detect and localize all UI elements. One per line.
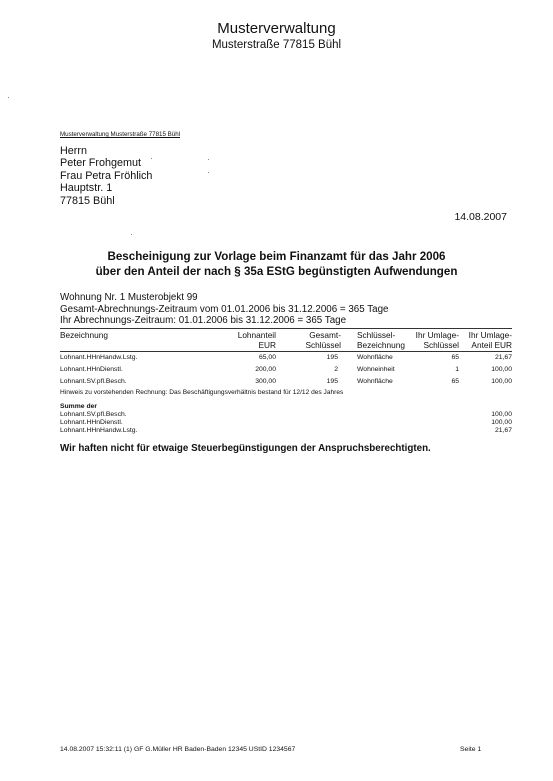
summary-value: 100,00: [491, 411, 512, 418]
document-title: [0, 250, 553, 279]
period-info: [60, 292, 389, 327]
org-name: Musterverwaltung: [217, 20, 336, 37]
title-line-1: Bescheinigung zur Vorlage beim Finanzamt für das Jahr 2006: [107, 250, 446, 263]
scan-speck: [208, 172, 209, 173]
recipient-street: Hauptstr. 1: [60, 182, 113, 195]
table-header-rule: [60, 351, 512, 352]
col-header-schluessel: Schlüssel- Bezeichnung: [357, 330, 405, 350]
table-top-rule: [60, 328, 512, 329]
summary-value: 21,67: [494, 427, 512, 434]
row-umlage-schluessel: 1: [455, 366, 459, 373]
col-header-lohnanteil: Lohnanteil EUR: [237, 330, 276, 350]
employment-note: Hinweis zu vorstehenden Rechnung: Das Beschäftigungsverhältnis bestand für 12/12 des Jahres: [60, 389, 344, 396]
row-schluessel: Wohneinheit: [357, 366, 395, 373]
summary-label: Lohnant.SV.pfl.Besch.: [60, 411, 127, 418]
summary-title: Summe der: [60, 403, 98, 410]
recipient-name-1: Peter Frohgemut: [60, 157, 142, 170]
row-umlage-anteil: 21,67: [494, 354, 512, 361]
scan-speck: [151, 158, 152, 159]
sender-line: Musterverwaltung Musterstraße 77815 Bühl: [60, 131, 181, 138]
row-gesamt: 2: [334, 366, 338, 373]
title-line-2: über den Anteil der nach § 35a EStG begünstigten Aufwendungen: [95, 264, 458, 278]
row-umlage-schluessel: 65: [451, 354, 459, 361]
summary-label: Lohnant.HHnHandw.Lstg.: [60, 427, 138, 434]
recipient-name-2: Frau Petra Fröhlich: [60, 169, 153, 182]
scan-speck: [131, 234, 132, 235]
page-number: Seite 1: [460, 746, 482, 753]
summary-value: 100,00: [491, 419, 512, 426]
row-umlage-anteil: 100,00: [491, 378, 512, 385]
col-header-umlage-anteil: Ihr Umlage- Anteil EUR: [468, 330, 512, 350]
row-lohnanteil: 200,00: [255, 366, 276, 373]
summary-label: Lohnant.HHnDienstl.: [60, 419, 123, 426]
table-row: Lohnant.HHnHandw.Lstg.: [60, 354, 138, 361]
row-umlage-anteil: 100,00: [491, 366, 512, 373]
row-schluessel: Wohnfläche: [357, 378, 393, 385]
row-lohnanteil: 300,00: [255, 378, 276, 385]
row-schluessel: Wohnfläche: [357, 354, 393, 361]
total-period: Gesamt-Abrechnungs-Zeitraum vom 01.01.2006 bis 31.12.2006 = 365 Tage: [60, 303, 389, 315]
own-period: Ihr Abrechnungs-Zeitraum: 01.01.2006 bis 31.12.2006 = 365 Tage: [60, 315, 347, 327]
document-date: 14.08.2007: [454, 211, 507, 223]
col-header-umlage-schluessel: Ihr Umlage- Schlüssel: [415, 330, 459, 350]
apartment-info: Wohnung Nr. 1 Musterobjekt 99: [60, 292, 198, 303]
row-lohnanteil: 65,00: [258, 354, 276, 361]
scan-speck: [208, 159, 209, 160]
scan-speck: [8, 97, 9, 98]
org-address: Musterstraße 77815 Bühl: [211, 39, 342, 51]
footer-info: 14.08.2007 15:32:11 (1) GF G.Müller HR Baden-Baden 12345 UStID 1234567: [60, 746, 296, 753]
col-header-gesamt: Gesamt- Schlüssel: [305, 330, 341, 350]
table-row: Lohnant.HHnDienstl.: [60, 366, 123, 373]
col-header-bezeichnung: Bezeichnung: [60, 330, 108, 340]
recipient-salutation: Herrn: [60, 145, 87, 157]
row-gesamt: 195: [326, 354, 338, 361]
recipient-city: 77815 Bühl: [60, 194, 115, 207]
disclaimer: Wir haften nicht für etwaige Steuerbegünstigungen der Anspruchsberechtigten.: [60, 443, 431, 454]
table-row: Lohnant.SV.pfl.Besch.: [60, 378, 127, 385]
row-umlage-schluessel: 65: [451, 378, 459, 385]
recipient-address: [60, 145, 152, 207]
row-gesamt: 195: [326, 378, 338, 385]
